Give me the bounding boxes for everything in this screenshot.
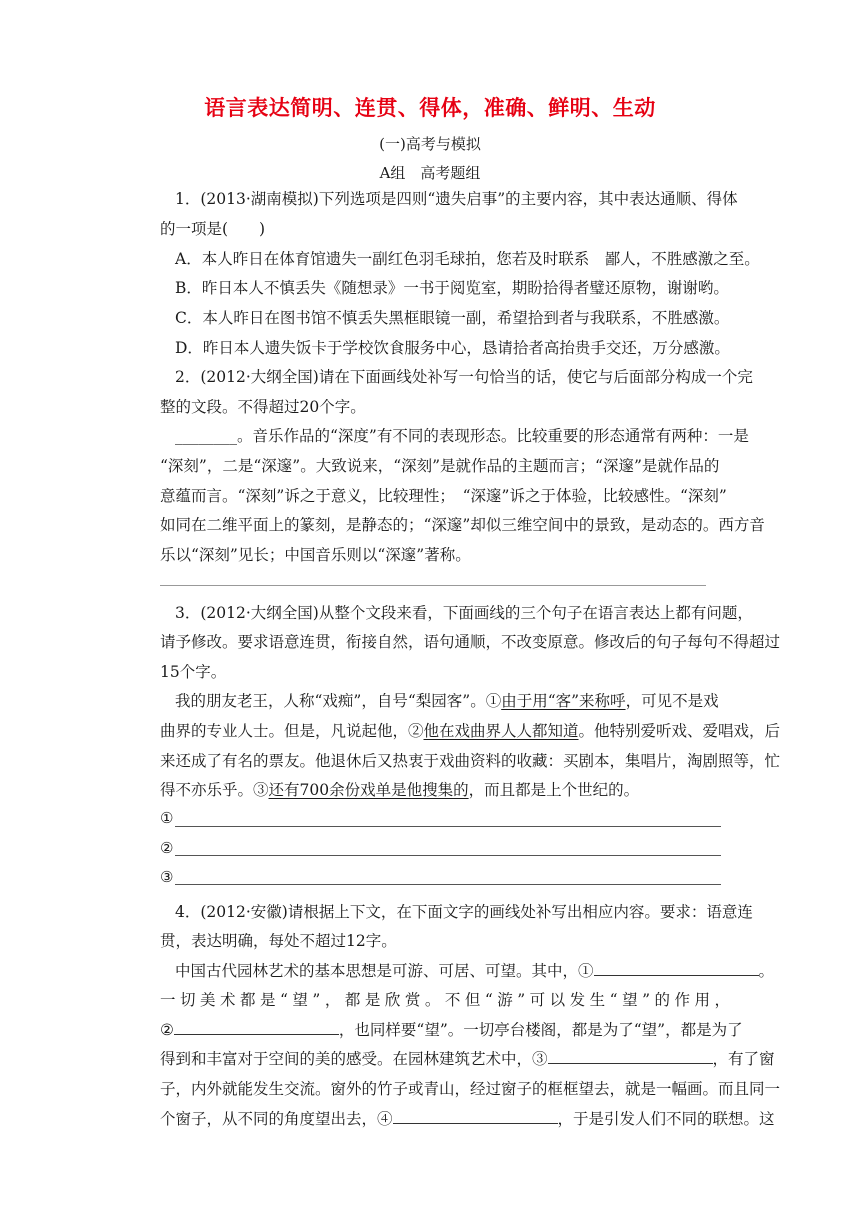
q2-stem-line1: 2．(2012·大纲全国)请在下面画线处补写一句恰当的话，使它与后面部分构成一个完 (175, 368, 753, 386)
q4-passage-line4 (160, 1044, 775, 1074)
q1-option-a: A．本人昨日在体育馆遗失一副红色羽毛球拍，您若及时联系 鄙人，不胜感激之至。 (175, 250, 760, 268)
q1-option-b: B．昨日本人不慎丢失《随想录》一书于阅览室，期盼拾得者璧还原物，谢谢哟。 (175, 279, 729, 297)
q4-passage-line2: 一切美术都是“望”，都是欣赏。不但“游”可以发生“望”的作用， (160, 991, 730, 1009)
q2-passage-line1 (175, 421, 749, 451)
q3-underlined-sentence-2: 他在戏曲界人人都知道 (423, 722, 579, 740)
q3-passage-line3: 来还成了有名的票友。他退休后又热衷于戏曲资料的收藏：买剧本，集唱片，淘剧照等，忙 (160, 752, 781, 770)
q2-passage-line4: 如同在二维平面上的篆刻，是静态的；“深邃”却似三维空间中的景致，是动态的。西方音 (160, 516, 765, 534)
q4-blank-3[interactable] (548, 1045, 713, 1064)
q3-text: ，可见不是戏 (625, 692, 719, 710)
q4-stem-line2: 贯，表达明确，每处不超过12字。 (160, 932, 397, 950)
q3-text: 得不亦乐乎。③ (160, 781, 269, 799)
section-heading: (一)高考与模拟 (379, 135, 481, 153)
q1-option-d: D．昨日本人遗失饭卡于学校饮食服务中心，恳请拾者高抬贵手交还，万分感激。 (175, 339, 730, 357)
q4-passage-line1 (175, 956, 775, 986)
q3-passage-line4 (160, 775, 730, 805)
q3-passage-line2 (160, 716, 781, 746)
q2-blank[interactable]: ________ (175, 427, 237, 445)
q4-text: ② (160, 1021, 174, 1039)
q4-text: ，也同样要“望”。一切亭台楼阁，都是为了“望”，都是为了 (338, 1021, 743, 1039)
q4-stem-line1: 4．(2012·安徽)请根据上下文，在下面文字的画线处补写出相应内容。要求：语意连 (175, 903, 753, 921)
page-title: 语言表达简明、连贯、得体，准确、鲜明、生动 (204, 96, 656, 120)
q3-text: ，而且都是上个世纪的。 (468, 781, 640, 799)
q3-passage-line1 (175, 686, 745, 716)
q1-stem-line2: 的一项是( ) (160, 220, 266, 238)
q4-blank-2[interactable] (174, 1016, 339, 1035)
q3-underlined-sentence-1: 由于用“客”来称呼 (501, 692, 626, 710)
q3-stem-line2: 请予修改。要求语意连贯，衔接自然，语句通顺，不改变原意。修改后的句子每句不得超过 (160, 633, 781, 651)
q3-stem-line1: 3．(2012·大纲全国)从整个文段来看，下面画线的三个句子在语言表达上都有问题， (175, 604, 753, 622)
q4-text: ，于是引发人们不同的联想。这 (557, 1110, 775, 1128)
q3-underlined-sentence-3: 还有700余份戏单是他搜集的 (268, 781, 469, 799)
q4-blank-1[interactable] (594, 957, 759, 976)
q3-text: 我的朋友老王，人称“戏痴”，自号“梨园客”。① (175, 692, 502, 710)
q3-text: 曲界的专业人士。但是，凡说起他，② (160, 722, 424, 740)
q3-answer-line-1[interactable] (175, 826, 721, 827)
q4-text: 中国古代园林艺术的基本思想是可游、可居、可望。其中，① (175, 962, 594, 980)
q2-answer-line[interactable] (160, 585, 706, 586)
q4-passage-line6 (160, 1104, 775, 1134)
q3-text: 。他特别爱听戏、爱唱戏，后 (578, 722, 781, 740)
q3-answer-num-2: ② (160, 839, 174, 857)
q4-passage-line3 (160, 1015, 743, 1045)
q2-passage-text: 。音乐作品的“深度”有不同的表现形态。比较重要的形态通常有两种：一是 (237, 427, 749, 445)
q2-passage-line3: 意蕴而言。“深刻”诉之于意义，比较理性； “深邃”诉之于体验，比较感性。“深刻” (160, 487, 727, 505)
q2-passage-line5: 乐以“深刻”见长；中国音乐则以“深邃”著称。 (160, 546, 471, 564)
q4-passage-line5: 子，内外就能发生交流。窗外的竹子或青山，经过窗子的框框望去，就是一幅画。而且同一 (160, 1080, 781, 1098)
q4-blank-4[interactable] (393, 1105, 558, 1124)
q3-answer-line-3[interactable] (175, 884, 721, 885)
q4-text: ，有了窗 (712, 1050, 775, 1068)
q2-passage-line2: “深刻”，二是“深邃”。大致说来，“深刻”是就作品的主题而言；“深邃”是就作品的 (160, 457, 720, 475)
group-heading: A组 高考题组 (379, 164, 481, 182)
q1-stem-line1: 1．(2013·湖南模拟)下列选项是四则“遗失启事”的主要内容，其中表达通顺、得体 (175, 190, 738, 208)
q1-option-c: C．本人昨日在图书馆不慎丢失黑框眼镜一副，希望拾到者与我联系，不胜感激。 (175, 309, 730, 327)
q4-text: 。 (758, 962, 775, 980)
q4-text: 个窗子，从不同的角度望出去，④ (160, 1110, 393, 1128)
q3-answer-num-1: ① (160, 809, 174, 827)
q3-answer-num-3: ③ (160, 868, 174, 886)
q2-stem-line2: 整的文段。不得超过20个字。 (160, 398, 366, 416)
q3-answer-line-2[interactable] (175, 855, 721, 856)
q3-stem-line3: 15个字。 (160, 663, 227, 681)
q4-text: 得到和丰富对于空间的美的感受。在园林建筑艺术中，③ (160, 1050, 548, 1068)
